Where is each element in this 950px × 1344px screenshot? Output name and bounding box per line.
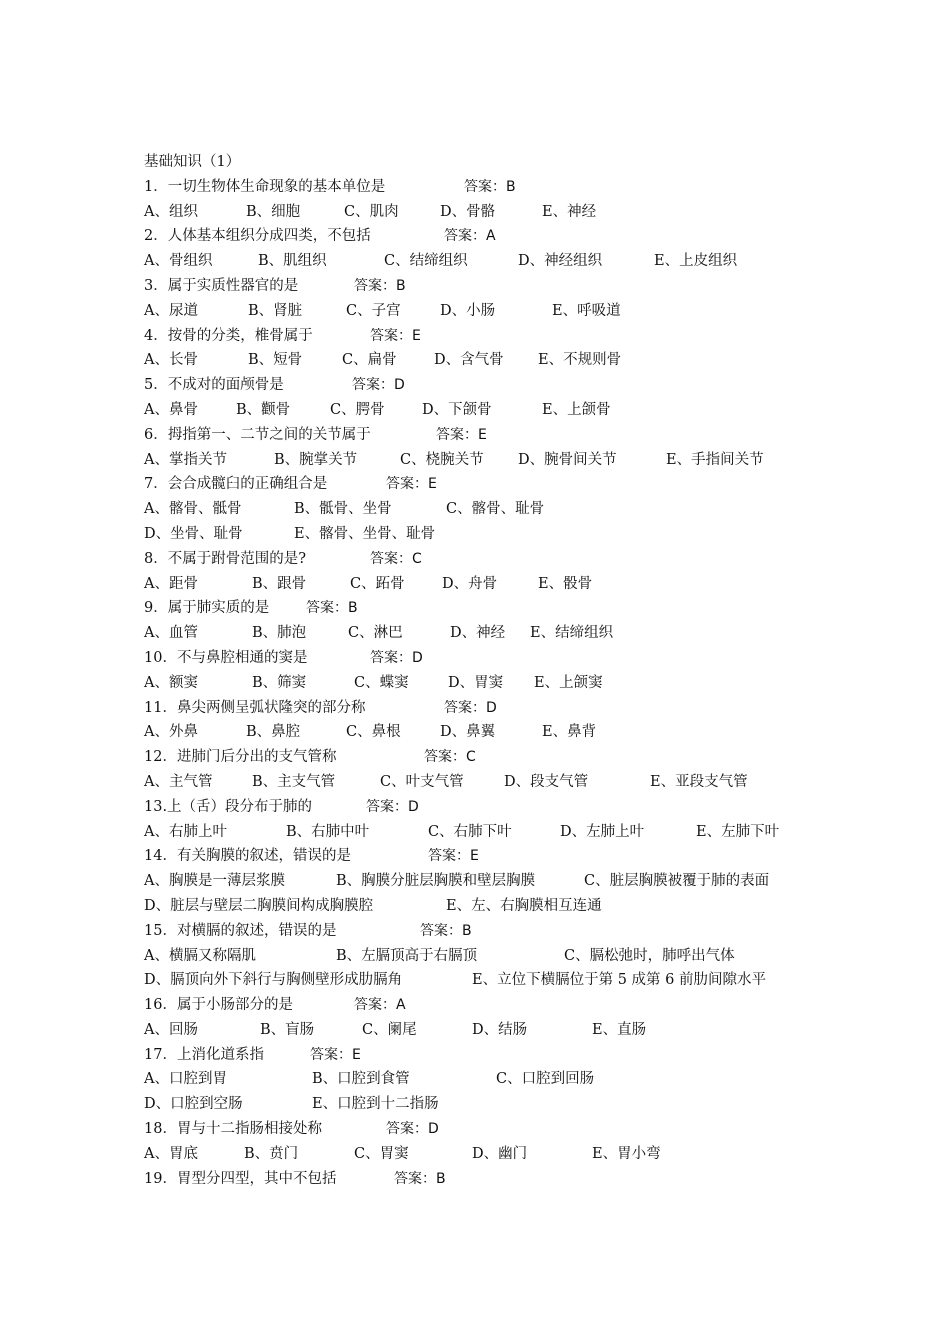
answer-option: C、扁骨	[342, 352, 397, 369]
answer-option: A、鼻骨	[144, 401, 198, 418]
answer-option: D、神经组织	[518, 253, 603, 270]
answer-option: A、额窦	[144, 674, 198, 691]
document-title: 基础知识（1）	[144, 154, 241, 170]
answer-option: B、短骨	[248, 352, 303, 369]
question-text: 18．胃与十二指肠相接处称	[144, 1121, 322, 1138]
answer-option: B、胸膜分脏层胸膜和壁层胸膜	[336, 873, 536, 890]
answer-key: 答案：E	[436, 426, 487, 443]
answer-option: D、结肠	[472, 1021, 528, 1038]
answer-option: C、跖骨	[350, 575, 405, 592]
answer-option: C、膈松弛时，肺呼出气体	[564, 947, 735, 964]
answer-option: C、蝶窦	[354, 674, 409, 691]
answer-option: D、脏层与壁层二胸膜间构成胸膜腔	[144, 897, 374, 914]
text-line	[144, 373, 844, 398]
answer-option: E、结缔组织	[530, 625, 614, 642]
answer-option: E、呼吸道	[552, 302, 621, 319]
answer-key: 答案：C	[424, 749, 476, 766]
text-line	[144, 696, 844, 721]
text-line	[144, 448, 844, 473]
answer-option: D、舟骨	[442, 575, 498, 592]
text-line	[144, 869, 844, 894]
answer-option: A、主气管	[144, 773, 213, 790]
answer-option: D、段支气管	[504, 773, 589, 790]
answer-option: C、胃窦	[354, 1145, 409, 1162]
answer-option: E、胃小弯	[592, 1145, 661, 1162]
answer-option: B、腕掌关节	[274, 451, 358, 468]
question-text: 3．属于实质性器官的是	[144, 277, 299, 294]
answer-option: E、亚段支气管	[650, 773, 748, 790]
text-line	[144, 944, 844, 969]
answer-option: C、阑尾	[362, 1021, 417, 1038]
text-line	[144, 671, 844, 696]
answer-option: B、骶骨、坐骨	[294, 501, 392, 518]
answer-option: E、鼻背	[542, 724, 597, 741]
text-line	[144, 547, 844, 572]
answer-option: B、左膈顶高于右膈顶	[336, 947, 478, 964]
answer-option: A、尿道	[144, 302, 198, 319]
text-line	[144, 348, 844, 373]
answer-key: 答案：B	[420, 922, 472, 939]
answer-option: E、上颌骨	[542, 401, 611, 418]
answer-option: C、鼻根	[346, 724, 401, 741]
answer-option: B、鼻腔	[246, 724, 301, 741]
answer-key: 答案：E	[370, 327, 421, 344]
answer-option: A、横膈又称隔肌	[144, 947, 256, 964]
question-text: 1．一切生物体生命现象的基本单位是	[144, 178, 386, 195]
answer-option: A、长骨	[144, 352, 198, 369]
text-line	[144, 522, 844, 547]
answer-option: A、掌指关节	[144, 451, 227, 468]
answer-key: 答案：B	[306, 600, 358, 617]
answer-option: B、肺泡	[252, 625, 307, 642]
answer-key: 答案：E	[386, 476, 437, 493]
text-line	[144, 745, 844, 770]
answer-option: E、不规则骨	[538, 352, 622, 369]
text-line	[144, 1018, 844, 1043]
answer-option: E、左、右胸膜相互连通	[446, 897, 602, 914]
answer-option: B、主支气管	[252, 773, 336, 790]
answer-option: A、髂骨、骶骨	[144, 501, 242, 518]
answer-option: E、立位下横膈位于第 5 成第 6 前肋间隙水平	[472, 972, 766, 989]
answer-option: B、肌组织	[258, 253, 327, 270]
answer-option: C、右肺下叶	[428, 823, 512, 840]
question-list	[144, 175, 844, 1192]
answer-key: 答案：D	[370, 649, 423, 666]
answer-option: D、含气骨	[434, 352, 504, 369]
answer-option: A、外鼻	[144, 724, 198, 741]
answer-key: 答案：D	[386, 1121, 439, 1138]
text-line	[144, 1117, 844, 1142]
answer-option: A、回肠	[144, 1021, 198, 1038]
text-line	[144, 249, 844, 274]
answer-option: A、组织	[144, 203, 198, 220]
text-line	[144, 1092, 844, 1117]
answer-key: 答案：D	[366, 798, 419, 815]
answer-key: 答案：E	[310, 1046, 361, 1063]
answer-option: E、直肠	[592, 1021, 647, 1038]
question-text: 6．拇指第一、二节之间的关节属于	[144, 426, 371, 443]
text-line	[144, 472, 844, 497]
document-body	[144, 150, 844, 1191]
text-line	[144, 175, 844, 200]
text-line	[144, 1142, 844, 1167]
answer-option: D、下颌骨	[422, 401, 492, 418]
answer-key: 答案：C	[370, 550, 422, 567]
answer-option: D、鼻翼	[440, 724, 496, 741]
answer-option: C、腭骨	[330, 401, 385, 418]
text-line	[144, 423, 844, 448]
answer-option: D、胃窦	[448, 674, 504, 691]
question-text: 8．不属于跗骨范围的是?	[144, 550, 306, 567]
answer-option: E、髂骨、坐骨、耻骨	[294, 525, 436, 542]
answer-option: A、口腔到胃	[144, 1071, 227, 1088]
answer-option: B、颧骨	[236, 401, 291, 418]
text-line	[144, 621, 844, 646]
question-text: 13.上（舌）段分布于肺的	[144, 798, 313, 815]
question-text: 7．会合成髋臼的正确组合是	[144, 476, 328, 493]
question-text: 2．人体基本组织分成四类，不包括	[144, 228, 371, 245]
text-line	[144, 324, 844, 349]
answer-option: C、叶支气管	[380, 773, 464, 790]
text-line	[144, 596, 844, 621]
text-line	[144, 646, 844, 671]
answer-option: C、子宫	[346, 302, 401, 319]
answer-option: C、髂骨、耻骨	[446, 501, 545, 518]
question-text: 5．不成对的面颅骨是	[144, 377, 284, 394]
answer-key: 答案：D	[352, 377, 405, 394]
answer-option: D、左肺上叶	[560, 823, 645, 840]
answer-key: 答案：A	[444, 228, 496, 245]
answer-option: E、上皮组织	[654, 253, 738, 270]
answer-option: C、肌肉	[344, 203, 399, 220]
text-line	[144, 770, 844, 795]
text-line	[144, 274, 844, 299]
text-line	[144, 572, 844, 597]
text-line	[144, 299, 844, 324]
question-text: 14．有关胸膜的叙述，错误的是	[144, 848, 351, 865]
text-line	[144, 968, 844, 993]
answer-option: B、细胞	[246, 203, 301, 220]
answer-option: D、幽门	[472, 1145, 528, 1162]
question-text: 12．进肺门后分出的支气管称	[144, 749, 337, 766]
answer-key: 答案：B	[354, 277, 406, 294]
text-line	[144, 820, 844, 845]
text-line	[144, 894, 844, 919]
question-text: 4．按骨的分类，椎骨属于	[144, 327, 313, 344]
answer-option: C、桡腕关节	[400, 451, 484, 468]
answer-option: A、胃底	[144, 1145, 198, 1162]
answer-option: B、肾脏	[248, 302, 303, 319]
text-line	[144, 224, 844, 249]
text-line	[144, 1043, 844, 1068]
text-line	[144, 1067, 844, 1092]
answer-option: E、神经	[542, 203, 597, 220]
answer-option: C、结缔组织	[384, 253, 468, 270]
text-line	[144, 844, 844, 869]
answer-option: D、小肠	[440, 302, 496, 319]
answer-key: 答案：B	[464, 178, 516, 195]
answer-option: B、贲门	[244, 1145, 299, 1162]
answer-option: E、左肺下叶	[696, 823, 780, 840]
text-line	[144, 720, 844, 745]
answer-option: B、右肺中叶	[286, 823, 370, 840]
answer-option: B、口腔到食管	[312, 1071, 410, 1088]
answer-option: E、手指间关节	[666, 451, 764, 468]
answer-option: B、盲肠	[260, 1021, 315, 1038]
answer-key: 答案：B	[394, 1170, 446, 1187]
question-text: 16．属于小肠部分的是	[144, 997, 293, 1014]
answer-option: A、骨组织	[144, 253, 213, 270]
question-text: 10．不与鼻腔相通的窦是	[144, 649, 308, 666]
answer-option: A、胸膜是一薄层浆膜	[144, 873, 285, 890]
question-text: 17．上消化道系指	[144, 1046, 264, 1063]
answer-option: A、血管	[144, 625, 198, 642]
answer-option: C、口腔到回肠	[496, 1071, 595, 1088]
answer-key: 答案：D	[444, 699, 497, 716]
answer-key: 答案：A	[354, 997, 406, 1014]
question-text: 9．属于肺实质的是	[144, 600, 270, 617]
text-line	[144, 993, 844, 1018]
text-line	[144, 398, 844, 423]
answer-option: D、骨骼	[440, 203, 496, 220]
text-line	[144, 1167, 844, 1192]
answer-option: B、跟骨	[252, 575, 307, 592]
question-text: 19．胃型分四型，其中不包括	[144, 1170, 337, 1187]
answer-option: E、骰骨	[538, 575, 593, 592]
question-text: 15．对横膈的叙述，错误的是	[144, 922, 337, 939]
answer-option: C、淋巴	[348, 625, 403, 642]
text-line	[144, 200, 844, 225]
answer-key: 答案：E	[428, 848, 479, 865]
answer-option: D、坐骨、耻骨	[144, 525, 243, 542]
text-line	[144, 497, 844, 522]
answer-option: B、筛窦	[252, 674, 307, 691]
answer-option: D、腕骨间关节	[518, 451, 617, 468]
text-line	[144, 795, 844, 820]
answer-option: A、右肺上叶	[144, 823, 227, 840]
answer-option: D、口腔到空肠	[144, 1096, 243, 1113]
answer-option: A、距骨	[144, 575, 198, 592]
answer-option: E、口腔到十二指肠	[312, 1096, 439, 1113]
answer-option: C、脏层胸膜被覆于肺的表面	[584, 873, 770, 890]
answer-option: D、神经	[450, 625, 506, 642]
text-line	[144, 919, 844, 944]
question-text: 11．鼻尖两侧呈弧状隆突的部分称	[144, 699, 366, 716]
answer-option: D、膈顶向外下斜行与胸侧壁形成肋膈角	[144, 972, 403, 989]
answer-option: E、上颌窦	[534, 674, 603, 691]
